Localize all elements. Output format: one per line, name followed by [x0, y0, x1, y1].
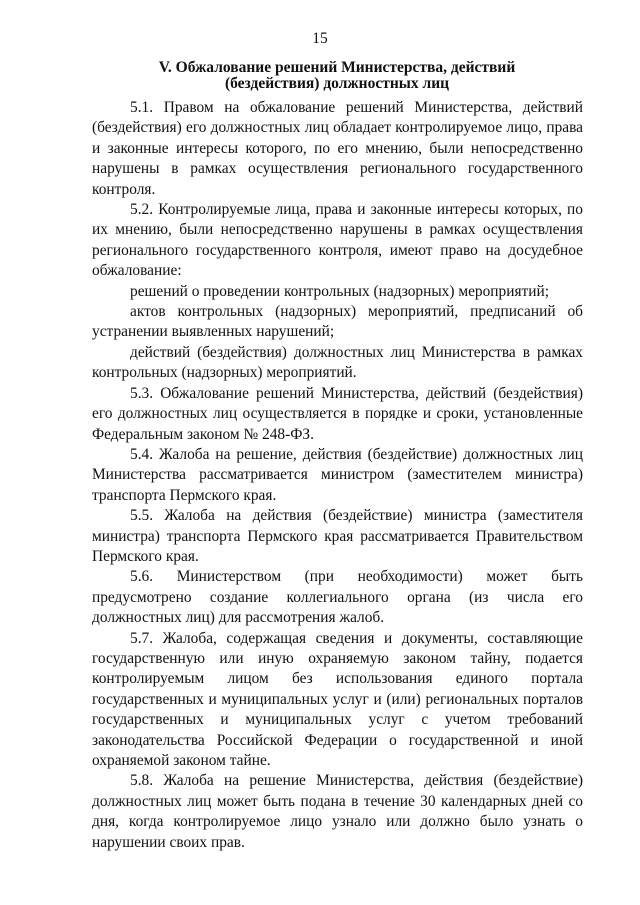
paragraph-5-8: 5.8. Жалоба на решение Министерства, действия (бездействие) должностных лиц может быть подана в течение 30 календарных дней со дня, когда контролируемое лицо узнало или должно было узнать о нарушении своих прав.: [92, 772, 583, 851]
paragraph-5-4: 5.4. Жалоба на решение, действия (бездействие) должностных лиц Министерства рассматривается министром (заместителем министра) транспорта Пермского края.: [92, 445, 583, 504]
list-item-actions: действий (бездействия) должностных лиц Министерства в рамках контрольных (надзорных) мероприятий.: [92, 343, 583, 382]
list-item-acts: актов контрольных (надзорных) мероприятий, предписаний об устранении выявленных нарушений;: [92, 303, 583, 341]
list-item-decisions: решений о проведении контрольных (надзорных) мероприятий;: [130, 282, 550, 300]
document-body: [92, 98, 583, 853]
paragraph-5-2: 5.2. Контролируемые лица, права и законные интересы которых, по их мнению, были непосредственно нарушены в рамках осуществления регионального государственного контроля, имеют право на досудебное обжалование:: [92, 201, 583, 280]
paragraph-5-3: 5.3. Обжалование решений Министерства, действий (бездействия) его должностных лиц осуществляется в порядке и сроки, установленные Федеральным законом № 248-ФЗ.: [92, 384, 583, 443]
section-heading-line-1: V. Обжалование решений Министерства, действий: [158, 59, 516, 76]
page-number: 15: [312, 30, 328, 47]
section-heading: [92, 60, 582, 92]
paragraph-5-1: 5.1. Правом на обжалование решений Министерства, действий (бездействия) его должностных лиц обладает контролируемое лицо, права и законные интересы которого, по его мнению, были непосредственно нарушены в рамках осуществления регионального государственного контроля.: [92, 99, 583, 198]
section-heading-line-2: (бездействия) должностных лиц: [224, 75, 450, 92]
paragraph-5-5: 5.5. Жалоба на действия (бездействие) министра (заместителя министра) транспорта Пермского края рассматривается Правительством Пермского края.: [92, 507, 583, 565]
paragraph-5-7: 5.7. Жалоба, содержащая сведения и документы, составляющие государственную или иную охраняемую законом тайну, подается контролируемым лицом без использования единого портала государственных и муниципальных услуг и (или) региональных порталов государственных и муниципальных услуг с учетом требований законодательства Российской Федерации о государственной и иной охраняемой законом тайне.: [92, 629, 583, 769]
paragraph-5-6: 5.6. Министерством (при необходимости) может быть предусмотрено создание коллегиального органа (из числа его должностных лиц) для рассмотрения жалоб.: [92, 568, 583, 627]
